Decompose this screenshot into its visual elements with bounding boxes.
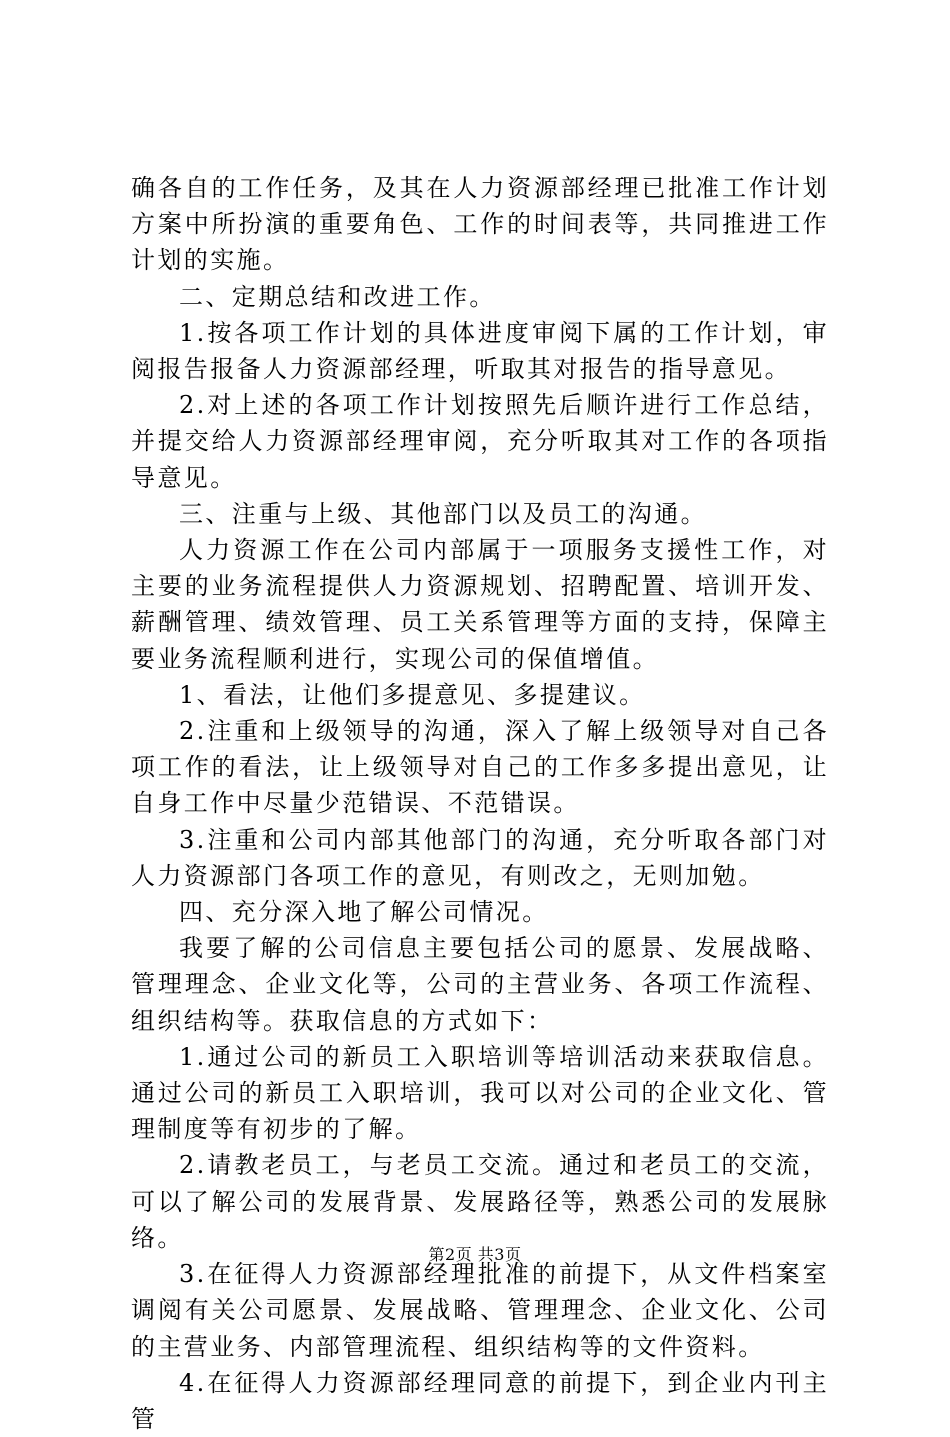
- paragraph: 4.在征得人力资源部经理同意的前提下，到企业内刊主管: [131, 1368, 829, 1433]
- section-heading: 四、充分深入地了解公司情况。: [179, 898, 549, 927]
- section-heading: 三、注重与上级、其他部门以及员工的沟通。: [179, 499, 707, 528]
- paragraph: 人力资源工作在公司内部属于一项服务支援性工作，对主要的业务流程提供人力资源规划、招聘配置、培训开发、薪酬管理、绩效管理、员工关系管理等方面的支持，保障主要业务流程顺利进行，实现公司的保值增值。: [131, 536, 829, 673]
- paragraph: 2.注重和上级领导的沟通，深入了解上级领导对自己各项工作的看法，让上级领导对自己的工作多多提出意见，让自身工作中尽量少范错误、不范错误。: [131, 717, 829, 818]
- paragraph: 3.注重和公司内部其他部门的沟通，充分听取各部门对人力资源部门各项工作的意见，有则改之，无则加勉。: [131, 825, 829, 890]
- paragraph: 1、看法，让他们多提意见、多提建议。: [179, 680, 646, 709]
- paragraph: 我要了解的公司信息主要包括公司的愿景、发展战略、管理理念、企业文化等，公司的主营业务、各项工作流程、组织结构等。获取信息的方式如下：: [131, 934, 829, 1035]
- paragraph: 2.请教老员工，与老员工交流。通过和老员工的交流，可以了解公司的发展背景、发展路径等，熟悉公司的发展脉络。: [131, 1151, 829, 1252]
- section-heading: 二、定期总结和改进工作。: [179, 282, 496, 311]
- page-number-footer: 第2页 共3页: [428, 1245, 522, 1264]
- paragraph: 确各自的工作任务，及其在人力资源部经理已批准工作计划方案中所扮演的重要角色、工作的时间表等，共同推进工作计划的实施。: [131, 174, 829, 275]
- paragraph: 1.通过公司的新员工入职培训等培训活动来获取信息。通过公司的新员工入职培训，我可以对公司的企业文化、管理制度等有初步的了解。: [131, 1042, 829, 1144]
- paragraph: 2.对上述的各项工作计划按照先后顺许进行工作总结，并提交给人力资源部经理审阅，充分听取其对工作的各项指导意见。: [131, 391, 829, 492]
- paragraph: 1.按各项工作计划的具体进度审阅下属的工作计划，审阅报告报备人力资源部经理，听取其对报告的指导意见。: [131, 318, 829, 384]
- paragraph: 3.在征得人力资源部经理批准的前提下，从文件档案室调阅有关公司愿景、发展战略、管理理念、企业文化、公司的主营业务、内部管理流程、组织结构等的文件资料。: [131, 1260, 829, 1361]
